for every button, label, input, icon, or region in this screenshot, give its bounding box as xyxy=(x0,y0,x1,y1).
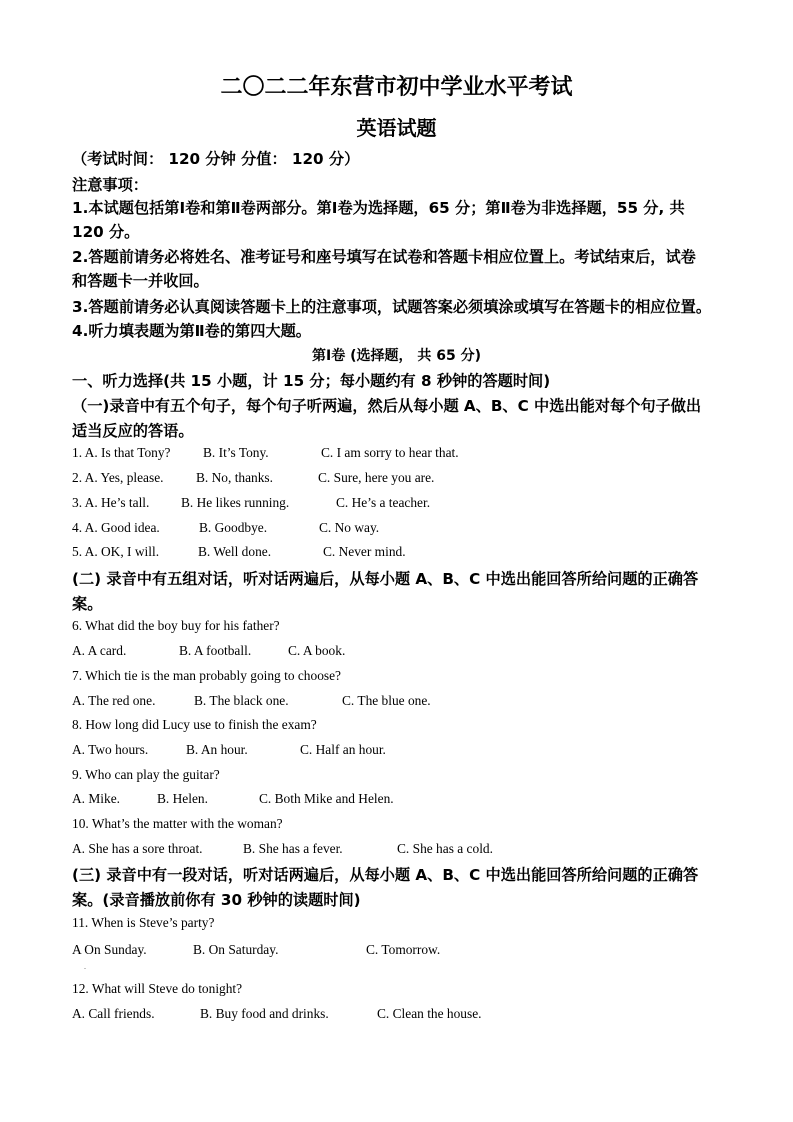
question-text: 9. Who can play the guitar? xyxy=(72,767,220,782)
subsection-instruction: 案。 xyxy=(72,595,103,613)
option-c: C. A book. xyxy=(288,643,346,658)
subsection-instruction: 适当反应的答语。 xyxy=(72,422,194,440)
subsection-instruction: （一)录音中有五个句子，每个句子听两遍，然后从每小题 A、B、C 中选出能对每个句子做出 xyxy=(72,397,702,415)
option-c: C. Sure, here you are. xyxy=(318,470,435,485)
note-line: 4.听力填表题为第Ⅱ卷的第四大题。 xyxy=(72,322,311,340)
option-c: C. No way. xyxy=(319,520,380,535)
note-line: 2.答题前请务必将姓名、准考证号和座号填写在试卷和答题卡相应位置上。考试结束后，试卷 xyxy=(72,248,696,266)
option-a: A. A card. xyxy=(72,643,127,658)
option-a: 5. A. OK, I will. xyxy=(72,544,160,559)
option-c: C. Never mind. xyxy=(323,544,406,559)
option-a: A. Two hours. xyxy=(72,742,149,757)
section-title: 一、听力选择(共 15 小题，计 15 分；每小题约有 8 秒钟的答题时间) xyxy=(72,372,551,390)
page-subtitle: 英语试题 xyxy=(356,116,437,140)
question-text: 11. When is Steve’s party? xyxy=(72,915,215,930)
option-c: C. Half an hour. xyxy=(300,742,386,757)
question-text: 10. What’s the matter with the woman? xyxy=(72,816,283,831)
subsection-instruction: (三) 录音中有一段对话，听对话两遍后，从每小题 A、B、C 中选出能回答所给问题的正确答 xyxy=(72,866,699,884)
option-a: 2. A. Yes, please. xyxy=(72,470,164,485)
option-b: B. Helen. xyxy=(157,791,208,806)
option-c: C. Clean the house. xyxy=(377,1006,482,1021)
question-text: 8. How long did Lucy use to finish the exam? xyxy=(72,717,317,732)
option-b: B. Buy food and drinks. xyxy=(200,1006,329,1021)
option-a: 4. A. Good idea. xyxy=(72,520,160,535)
option-b: B. Well done. xyxy=(198,544,272,559)
option-a: 1. A. Is that Tony? xyxy=(72,445,171,460)
question-text: 12. What will Steve do tonight? xyxy=(72,981,243,996)
note-line: 120 分。 xyxy=(72,223,140,241)
option-c: C. Tomorrow. xyxy=(366,942,441,957)
option-b: B. The black one. xyxy=(194,693,289,708)
option-b: B. On Saturday. xyxy=(193,942,279,957)
option-c: C. Both Mike and Helen. xyxy=(259,791,394,806)
option-b: B. Goodbye. xyxy=(199,520,268,535)
option-b: B. She has a fever. xyxy=(243,841,343,856)
note-line: 3.答题前请务必认真阅读答题卡上的注意事项，试题答案必须填涂或填写在答题卡的相应位置。 xyxy=(72,298,712,316)
option-a: A On Sunday. xyxy=(72,942,147,957)
option-c: C. The blue one. xyxy=(342,693,431,708)
subsection-instruction: 案。(录音播放前你有 30 秒钟的读题时间) xyxy=(72,891,361,909)
option-c: C. She has a cold. xyxy=(397,841,493,856)
option-b: B. It’s Tony. xyxy=(203,445,269,460)
option-b: B. A football. xyxy=(179,643,252,658)
exam-info: （考试时间： 120 分钟 分值： 120 分） xyxy=(72,150,360,168)
note-line: 1.本试题包括第Ⅰ卷和第Ⅱ卷两部分。第Ⅰ卷为选择题，65 分；第Ⅱ卷为非选择题，55 分, 共 xyxy=(72,199,685,217)
note-line: 和答题卡一并收回。 xyxy=(72,272,209,290)
question-text: 7. Which tie is the man probably going to choose? xyxy=(72,668,341,683)
option-c: C. I am sorry to hear that. xyxy=(321,445,459,460)
question-text: 6. What did the boy buy for his father? xyxy=(72,618,280,633)
option-b: B. He likes running. xyxy=(181,495,290,510)
notes-heading: 注意事项： xyxy=(72,176,148,194)
option-b: B. An hour. xyxy=(186,742,248,757)
option-a: A. Mike. xyxy=(72,791,120,806)
option-a: A. Call friends. xyxy=(72,1006,155,1021)
option-a: 3. A. He’s tall. xyxy=(72,495,150,510)
option-b: B. No, thanks. xyxy=(196,470,273,485)
subsection-instruction: (二) 录音中有五组对话，听对话两遍后，从每小题 A、B、C 中选出能回答所给问题的正确答 xyxy=(72,570,699,588)
option-a: A. She has a sore throat. xyxy=(72,841,203,856)
page-title: 二〇二二年东营市初中学业水平考试 xyxy=(220,74,573,100)
part-heading: 第Ⅰ卷 (选择题， 共 65 分) xyxy=(312,348,481,364)
option-c: C. He’s a teacher. xyxy=(336,495,431,510)
stray-mark: . xyxy=(84,962,86,971)
option-a: A. The red one. xyxy=(72,693,156,708)
